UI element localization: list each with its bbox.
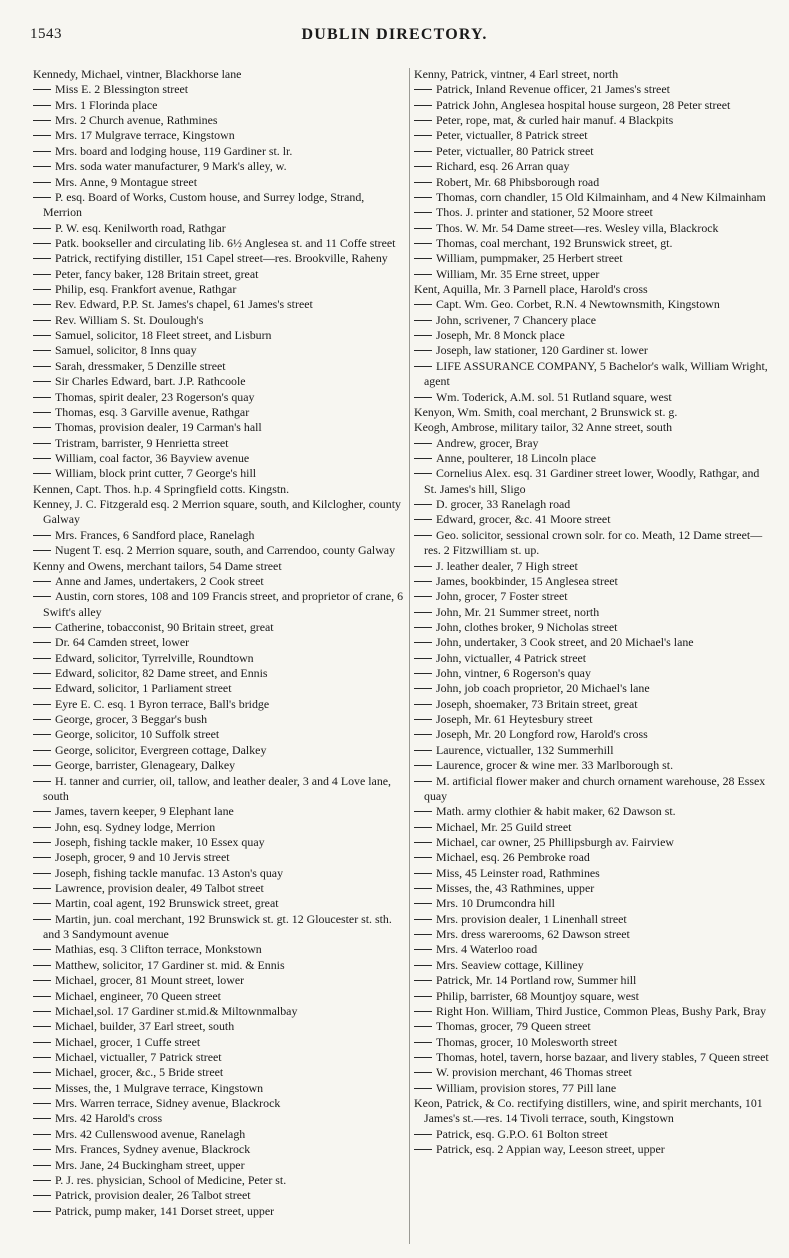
directory-subentry — [414, 113, 769, 128]
entry-text: John, job coach proprietor, 20 Michael's lane — [436, 681, 650, 696]
left-column — [33, 67, 406, 1219]
directory-entry — [414, 420, 769, 435]
entry-text: Sarah, dressmaker, 5 Denzille street — [55, 358, 226, 373]
entry-text: Mrs. 17 Mulgrave terrace, Kingstown — [55, 128, 235, 143]
entry-text: Andrew, grocer, Bray — [436, 435, 539, 450]
entry-text: Richard, esq. 26 Arran quay — [436, 159, 570, 174]
entry-text: Michael, engineer, 70 Queen street — [55, 988, 221, 1003]
directory-subentry — [33, 159, 406, 174]
directory-subentry — [33, 390, 406, 405]
directory-subentry — [33, 697, 406, 712]
entry-text: Mrs. Frances, Sydney avenue, Blackrock — [55, 1142, 251, 1157]
directory-subentry — [33, 681, 406, 696]
directory-subentry — [414, 144, 769, 159]
entry-text: P. esq. Board of Works, Custom house, and Surrey lodge, Strand, Merrion — [43, 189, 365, 220]
entry-text: Peter, fancy baker, 128 Britain street, great — [55, 266, 259, 281]
directory-subentry — [414, 635, 769, 650]
entry-text: John, victualler, 4 Patrick street — [436, 650, 587, 665]
directory-subentry — [414, 697, 769, 712]
directory-subentry — [33, 820, 406, 835]
entry-text: James, tavern keeper, 9 Elephant lane — [55, 804, 234, 819]
entry-text: George, grocer, 3 Beggar's bush — [55, 712, 208, 727]
directory-subentry — [414, 1004, 769, 1019]
directory-subentry — [414, 297, 769, 312]
directory-subentry — [33, 942, 406, 957]
entry-text: Joseph, Mr. 8 Monck place — [436, 328, 565, 343]
directory-subentry — [414, 866, 769, 881]
directory-subentry — [33, 651, 406, 666]
entry-text: George, solicitor, 10 Suffolk street — [55, 727, 220, 742]
entry-text: Mrs. Jane, 24 Buckingham street, upper — [55, 1157, 245, 1172]
directory-subentry — [414, 727, 769, 742]
directory-subentry — [33, 466, 406, 481]
directory-subentry — [33, 405, 406, 420]
directory-subentry — [414, 1019, 769, 1034]
entry-text: Nugent T. esq. 2 Merrion square, south, and Carrendoo, county Galway — [55, 543, 396, 558]
directory-subentry — [33, 620, 406, 635]
directory-subentry — [33, 451, 406, 466]
entry-text: Mrs. Warren terrace, Sidney avenue, Blackrock — [55, 1096, 281, 1111]
directory-subentry — [33, 850, 406, 865]
directory-subentry — [33, 82, 406, 97]
directory-subentry — [414, 1035, 769, 1050]
directory-subentry — [33, 758, 406, 773]
entry-text: Joseph, Mr. 20 Longford row, Harold's cross — [436, 727, 648, 742]
directory-subentry — [33, 973, 406, 988]
entry-text: Joseph, grocer, 9 and 10 Jervis street — [55, 850, 230, 865]
entry-text: Austin, corn stores, 108 and 109 Francis street, and proprietor of crane, 6 Swift's alley — [43, 589, 404, 619]
directory-subentry — [414, 359, 769, 390]
directory-subentry — [33, 267, 406, 282]
entry-text: Wm. Toderick, A.M. sol. 51 Rutland square, west — [436, 389, 672, 404]
directory-subentry — [414, 1065, 769, 1080]
directory-subentry — [33, 743, 406, 758]
directory-subentry — [414, 343, 769, 358]
entry-text: Patrick, esq. G.P.O. 61 Bolton street — [436, 1126, 608, 1141]
directory-subentry — [414, 835, 769, 850]
entry-text: Michael, victualler, 7 Patrick street — [55, 1050, 222, 1064]
directory-subentry — [414, 712, 769, 727]
entry-text: Tristram, barrister, 9 Henrietta street — [55, 435, 229, 450]
directory-subentry — [33, 251, 406, 266]
entry-text: Math. army clothier & habit maker, 62 Dawson st. — [436, 804, 676, 819]
entry-text: Kent, Aquilla, Mr. 3 Parnell place, Harold's cross — [414, 282, 648, 297]
directory-subentry — [414, 451, 769, 466]
directory-subentry — [33, 221, 406, 236]
directory-subentry — [414, 651, 769, 666]
entry-text: Thomas, grocer, 10 Molesworth street — [436, 1034, 618, 1049]
entry-text: Kenny, Patrick, vintner, 4 Earl street, north — [414, 67, 619, 81]
entry-text: Mrs. 2 Church avenue, Rathmines — [55, 113, 218, 128]
entry-text: Mrs. Frances, 6 Sandford place, Ranelagh — [55, 527, 255, 542]
entry-text: Lawrence, provision dealer, 49 Talbot street — [55, 881, 264, 896]
directory-subentry — [33, 1111, 406, 1126]
directory-entry — [33, 559, 406, 574]
directory-subentry — [33, 297, 406, 312]
directory-subentry — [33, 1096, 406, 1111]
entry-text: Anne, poulterer, 18 Lincoln place — [436, 450, 596, 465]
directory-subentry — [33, 236, 406, 251]
entry-text: Cornelius Alex. esq. 31 Gardiner street lower, Woodly, Rathgar, and St. James's hill, Sligo — [424, 466, 760, 496]
directory-subentry — [33, 1050, 406, 1065]
page-header — [30, 26, 759, 48]
directory-subentry — [414, 1127, 769, 1142]
directory-subentry — [414, 175, 769, 190]
entry-text: Patrick, provision dealer, 26 Talbot street — [55, 1188, 251, 1203]
running-title: DUBLIN DIRECTORY. — [301, 26, 488, 43]
entry-text: Martin, jun. coal merchant, 192 Brunswick st. gt. 12 Gloucester st. sth. and 3 Sandymount avenue — [43, 911, 392, 942]
entry-text: Right Hon. William, Third Justice, Common Pleas, Bushy Park, Bray — [436, 1003, 767, 1018]
entry-text: Edward, solicitor, 1 Parliament street — [55, 681, 232, 696]
directory-subentry — [33, 958, 406, 973]
entry-text: Rev. William S. St. Doulough's — [55, 312, 204, 327]
entry-text: Mrs. provision dealer, 1 Linenhall street — [436, 911, 627, 926]
entry-text: Thomas, esq. 3 Garville avenue, Rathgar — [55, 404, 250, 419]
directory-subentry — [414, 743, 769, 758]
entry-text: John, grocer, 7 Foster street — [436, 589, 568, 604]
entry-text: Patrick, Mr. 14 Portland row, Summer hill — [436, 973, 637, 988]
entry-text: Michael, car owner, 25 Phillipsburgh av. Fairview — [436, 834, 674, 849]
entry-text: Michael, grocer, 81 Mount street, lower — [55, 973, 245, 988]
directory-subentry — [414, 205, 769, 220]
directory-subentry — [414, 804, 769, 819]
directory-subentry — [33, 1081, 406, 1096]
directory-subentry — [414, 850, 769, 865]
directory-subentry — [414, 666, 769, 681]
entry-text: Martin, coal agent, 192 Brunswick street, great — [55, 896, 279, 911]
entry-text: John, clothes broker, 9 Nicholas street — [436, 619, 618, 634]
entry-text: Thomas, provision dealer, 19 Carman's hall — [55, 420, 262, 435]
entry-text: Robert, Mr. 68 Phibsborough road — [436, 174, 600, 189]
directory-subentry — [414, 1081, 769, 1096]
entry-text: William, provision stores, 77 Pill lane — [436, 1080, 617, 1095]
entry-text: Patrick, pump maker, 141 Dorset street, upper — [55, 1203, 275, 1218]
entry-text: Mrs. 1 Florinda place — [55, 97, 158, 112]
directory-subentry — [414, 559, 769, 574]
directory-subentry — [33, 574, 406, 589]
entry-text: Joseph, law stationer, 120 Gardiner st. lower — [436, 343, 648, 358]
entry-text: W. provision merchant, 46 Thomas street — [436, 1065, 632, 1080]
entry-text: Mrs. Anne, 9 Montague street — [55, 174, 198, 189]
entry-text: H. tanner and currier, oil, tallow, and leather dealer, 3 and 4 Love lane, south — [43, 773, 392, 803]
entry-text: Joseph, Mr. 61 Heytesbury street — [436, 712, 593, 727]
directory-subentry — [33, 328, 406, 343]
directory-subentry — [33, 282, 406, 297]
directory-subentry — [33, 1142, 406, 1157]
entry-text: P. J. res. physician, School of Medicine, Peter st. — [55, 1172, 287, 1187]
directory-subentry — [33, 190, 406, 221]
entry-text: Anne and James, undertakers, 2 Cook street — [55, 573, 264, 588]
directory-subentry — [414, 497, 769, 512]
directory-subentry — [414, 927, 769, 942]
directory-entry — [33, 482, 406, 497]
directory-subentry — [33, 1158, 406, 1173]
directory-subentry — [414, 1050, 769, 1065]
directory-subentry — [414, 589, 769, 604]
directory-subentry — [414, 912, 769, 927]
directory-subentry — [414, 82, 769, 97]
directory-subentry — [33, 866, 406, 881]
entry-text: James, bookbinder, 15 Anglesea street — [436, 573, 618, 588]
entry-text: Misses, the, 1 Mulgrave terrace, Kingstown — [55, 1080, 264, 1095]
entry-text: George, solicitor, Evergreen cottage, Dalkey — [55, 742, 267, 757]
entry-text: P. W. esq. Kenilworth road, Rathgar — [55, 220, 226, 235]
entry-text: Mrs. soda water manufacturer, 9 Mark's alley, w. — [55, 159, 287, 174]
entry-text: Michael,sol. 17 Gardiner st.mid.& Miltownmalbay — [55, 1003, 298, 1018]
directory-subentry — [33, 1019, 406, 1034]
entry-text: Mrs. 42 Harold's cross — [55, 1111, 163, 1126]
directory-subentry — [414, 820, 769, 835]
directory-subentry — [33, 420, 406, 435]
entry-text: George, barrister, Glenageary, Dalkey — [55, 758, 236, 773]
entry-text: Mrs. Seaview cottage, Killiney — [436, 957, 584, 972]
directory-subentry — [33, 113, 406, 128]
entry-text: Thos. W. Mr. 54 Dame street—res. Wesley villa, Blackrock — [436, 220, 719, 235]
directory-entry — [33, 497, 406, 528]
entry-text: Michael, grocer, &c., 5 Bride street — [55, 1065, 224, 1080]
directory-entry — [33, 67, 406, 82]
directory-subentry — [414, 328, 769, 343]
directory-subentry — [414, 942, 769, 957]
directory-subentry — [414, 313, 769, 328]
directory-subentry — [33, 1035, 406, 1050]
directory-subentry — [414, 896, 769, 911]
directory-subentry — [33, 835, 406, 850]
entry-text: Mathias, esq. 3 Clifton terrace, Monkstown — [55, 942, 262, 957]
entry-text: Michael, esq. 26 Pembroke road — [436, 850, 590, 865]
directory-subentry — [33, 727, 406, 742]
directory-subentry — [33, 1173, 406, 1188]
directory-subentry — [414, 128, 769, 143]
entry-text: Laurence, victualler, 132 Summerhill — [436, 742, 614, 757]
entry-text: William, coal factor, 36 Bayview avenue — [55, 450, 250, 465]
directory-subentry — [33, 313, 406, 328]
entry-text: William, block print cutter, 7 George's hill — [55, 466, 257, 481]
entry-text: D. grocer, 33 Ranelagh road — [436, 497, 571, 512]
entry-text: John, Mr. 21 Summer street, north — [436, 604, 600, 619]
entry-text: Thomas, corn chandler, 15 Old Kilmainham, and 4 New Kilmainham — [436, 189, 766, 204]
entry-text: Edward, solicitor, Tyrrelville, Roundtown — [55, 650, 254, 665]
entry-text: Samuel, solicitor, 18 Fleet street, and Lisburn — [55, 328, 272, 343]
entry-text: Michael, grocer, 1 Cuffe street — [55, 1034, 201, 1049]
entry-text: Joseph, shoemaker, 73 Britain street, great — [436, 696, 638, 711]
entry-text: Misses, the, 43 Rathmines, upper — [436, 881, 595, 896]
entry-text: Patrick, rectifying distiller, 151 Capel street—res. Brookville, Raheny — [55, 251, 388, 266]
directory-subentry — [414, 251, 769, 266]
directory-subentry — [33, 543, 406, 558]
entry-text: Mrs. 10 Drumcondra hill — [436, 896, 555, 911]
directory-subentry — [33, 1065, 406, 1080]
directory-subentry — [414, 98, 769, 113]
entry-text: Joseph, fishing tackle maker, 10 Essex quay — [55, 834, 265, 849]
entry-text: Joseph, fishing tackle manufac. 13 Aston's quay — [55, 865, 284, 880]
entry-text: Philip, esq. Frankfort avenue, Rathgar — [55, 282, 237, 297]
directory-subentry — [33, 589, 406, 620]
directory-subentry — [33, 896, 406, 911]
directory-subentry — [414, 512, 769, 527]
directory-subentry — [414, 466, 769, 497]
entry-text: John, esq. Sydney lodge, Merrion — [55, 819, 216, 834]
entry-text: Mrs. board and lodging house, 119 Gardiner st. lr. — [55, 143, 293, 158]
entry-text: Keogh, Ambrose, military tailor, 32 Anne street, south — [414, 420, 673, 435]
directory-subentry — [414, 989, 769, 1004]
directory-subentry — [414, 221, 769, 236]
entry-text: Miss, 45 Leinster road, Rathmines — [436, 865, 600, 880]
directory-subentry — [33, 1127, 406, 1142]
directory-subentry — [33, 774, 406, 805]
directory-subentry — [414, 190, 769, 205]
entry-text: John, scrivener, 7 Chancery place — [436, 312, 596, 327]
directory-subentry — [33, 912, 406, 943]
entry-text: Thos. J. printer and stationer, 52 Moore street — [436, 205, 653, 220]
directory-subentry — [33, 359, 406, 374]
directory-subentry — [414, 620, 769, 635]
directory-subentry — [414, 605, 769, 620]
directory-subentry — [414, 436, 769, 451]
directory-subentry — [33, 343, 406, 358]
directory-subentry — [33, 804, 406, 819]
entry-text: Patk. bookseller and circulating lib. 6½ Anglesea st. and 11 Coffe street — [55, 235, 396, 250]
entry-text: M. artificial flower maker and church ornament warehouse, 28 Essex quay — [424, 773, 766, 803]
directory-subentry — [414, 528, 769, 559]
entry-text: John, vintner, 6 Rogerson's quay — [436, 666, 591, 681]
directory-entry — [414, 1096, 769, 1127]
entry-text: LIFE ASSURANCE COMPANY, 5 Bachelor's walk, William Wright, agent — [424, 358, 768, 389]
directory-subentry — [414, 681, 769, 696]
directory-subentry — [33, 1188, 406, 1203]
directory-subentry — [414, 774, 769, 805]
entry-text: Dr. 64 Camden street, lower — [55, 635, 190, 650]
entry-text: Kennen, Capt. Thos. h.p. 4 Springfield cotts. Kingstn. — [33, 481, 290, 496]
directory-entry — [414, 67, 769, 82]
entry-text: John, undertaker, 3 Cook street, and 20 Michael's lane — [436, 635, 694, 650]
directory-subentry — [33, 1204, 406, 1219]
entry-text: Kennedy, Michael, vintner, Blackhorse lane — [33, 67, 242, 81]
directory-subentry — [33, 666, 406, 681]
entry-text: William, pumpmaker, 25 Herbert street — [436, 251, 623, 266]
directory-subentry — [414, 267, 769, 282]
entry-text: Peter, rope, mat, & curled hair manuf. 4 Blackpits — [436, 113, 674, 128]
entry-text: Patrick, esq. 2 Appian way, Leeson street, upper — [436, 1142, 665, 1157]
directory-subentry — [33, 175, 406, 190]
directory-entry — [414, 405, 769, 420]
entry-text: Capt. Wm. Geo. Corbet, R.N. 4 Newtownsmith, Kingstown — [436, 297, 720, 312]
entry-text: Matthew, solicitor, 17 Gardiner st. mid. & Ennis — [55, 957, 285, 972]
directory-subentry — [33, 374, 406, 389]
entry-text: Kenny and Owens, merchant tailors, 54 Dame street — [33, 558, 282, 573]
directory-subentry — [33, 635, 406, 650]
directory-subentry — [414, 1142, 769, 1157]
entry-text: Kenyon, Wm. Smith, coal merchant, 2 Brunswick st. g. — [414, 404, 678, 419]
directory-subentry — [33, 1004, 406, 1019]
entry-text: Thomas, hotel, tavern, horse bazaar, and livery stables, 7 Queen street — [436, 1050, 769, 1064]
directory-subentry — [33, 881, 406, 896]
entry-text: Philip, barrister, 68 Mountjoy square, west — [436, 988, 639, 1003]
directory-subentry — [414, 973, 769, 988]
directory-subentry — [33, 712, 406, 727]
entry-text: Geo. solicitor, sessional crown solr. for co. Meath, 12 Dame street—res. 2 Fitzwilliam st. up. — [424, 527, 763, 558]
directory-subentry — [33, 128, 406, 143]
entry-text: Thomas, coal merchant, 192 Brunswick street, gt. — [436, 235, 673, 250]
directory-subentry — [33, 528, 406, 543]
directory-subentry — [33, 98, 406, 113]
entry-text: Michael, Mr. 25 Guild street — [436, 819, 572, 834]
entry-text: Laurence, grocer & wine mer. 33 Marlborough st. — [436, 758, 674, 773]
entry-text: Thomas, grocer, 79 Queen street — [436, 1019, 591, 1034]
directory-subentry — [414, 390, 769, 405]
directory-subentry — [414, 758, 769, 773]
column-divider — [409, 68, 410, 1244]
entry-text: Peter, victualler, 80 Patrick street — [436, 143, 594, 158]
directory-subentry — [33, 144, 406, 159]
directory-subentry — [414, 159, 769, 174]
entry-text: Keon, Patrick, & Co. rectifying distillers, wine, and spirit merchants, 101 James's st.—res. 14 Tivoli terrace, south, Kingstown — [414, 1096, 763, 1126]
directory-subentry — [33, 989, 406, 1004]
entry-text: Kenney, J. C. Fitzgerald esq. 2 Merrion square, south, and Kilclogher, county Galway — [33, 497, 401, 527]
entry-text: Miss E. 2 Blessington street — [55, 82, 189, 97]
entry-text: Edward, grocer, &c. 41 Moore street — [436, 512, 611, 527]
entry-text: Eyre E. C. esq. 1 Byron terrace, Ball's bridge — [55, 696, 270, 711]
entry-text: William, Mr. 35 Erne street, upper — [436, 266, 600, 281]
entry-text: Michael, builder, 37 Earl street, south — [55, 1019, 235, 1034]
directory-subentry — [414, 236, 769, 251]
directory-entry — [414, 282, 769, 297]
right-column — [414, 67, 769, 1158]
entry-text: Mrs. dress warerooms, 62 Dawson street — [436, 927, 630, 942]
entry-text: Catherine, tobacconist, 90 Britain street, great — [55, 619, 274, 634]
entry-text: Patrick, Inland Revenue officer, 21 James's street — [436, 82, 670, 97]
entry-text: Sir Charles Edward, bart. J.P. Rathcoole — [55, 374, 246, 389]
page-number: 1543 — [30, 26, 62, 42]
entry-text: Patrick John, Anglesea hospital house surgeon, 28 Peter street — [436, 97, 731, 112]
entry-text: Peter, victualler, 8 Patrick street — [436, 128, 588, 143]
entry-text: Mrs. 42 Cullenswood avenue, Ranelagh — [55, 1126, 246, 1141]
entry-text: J. leather dealer, 7 High street — [436, 558, 578, 573]
directory-subentry — [33, 436, 406, 451]
directory-subentry — [414, 958, 769, 973]
entry-text: Samuel, solicitor, 8 Inns quay — [55, 343, 197, 358]
entry-text: Edward, solicitor, 82 Dame street, and Ennis — [55, 666, 268, 681]
directory-subentry — [414, 881, 769, 896]
entry-text: Rev. Edward, P.P. St. James's chapel, 61 James's street — [55, 297, 313, 312]
entry-text: Mrs. 4 Waterloo road — [436, 942, 538, 957]
directory-subentry — [414, 574, 769, 589]
entry-text: Thomas, spirit dealer, 23 Rogerson's quay — [55, 389, 255, 404]
